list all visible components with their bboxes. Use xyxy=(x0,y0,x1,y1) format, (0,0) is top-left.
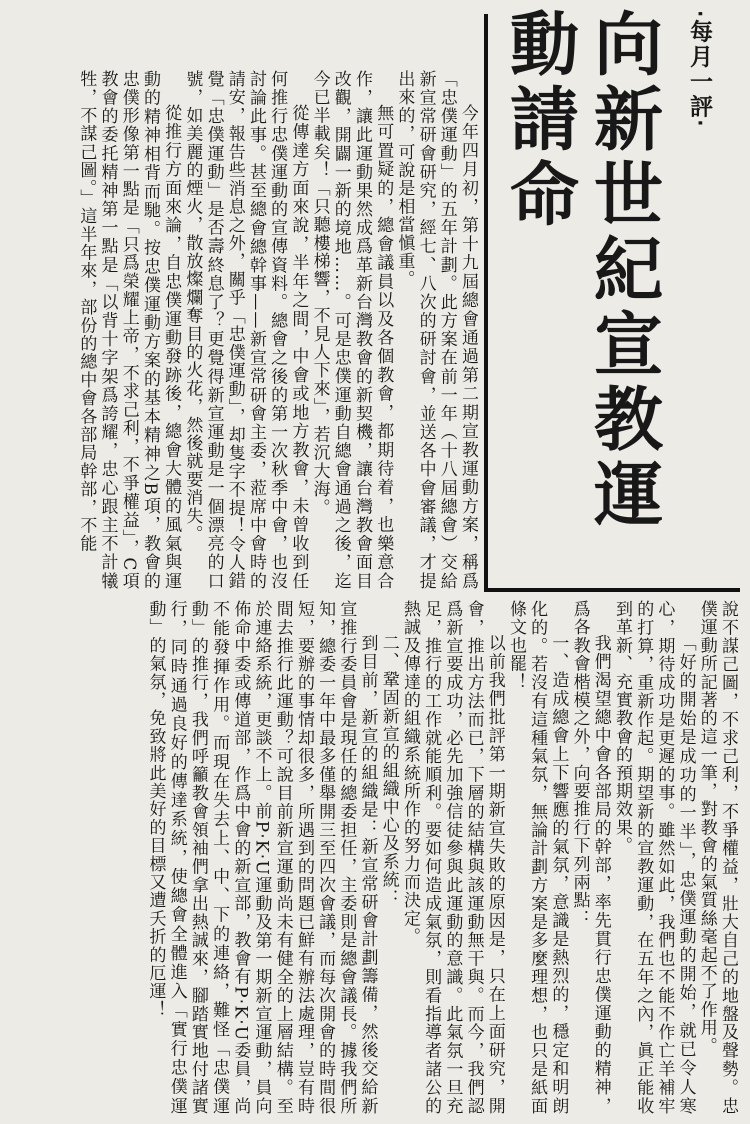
paragraph: 「好的開始是成功的一半」，忠僕運動的開始，就已令人寒心，期待成功是更遲的事。雖然如此，我們也不能不作亡羊補牢的打算，重新作起。期望新的宣教運動，在五年之內，眞正能收到革新、充實教會的預期效果。 xyxy=(611,600,696,1115)
series-label: ‧每月一評‧ xyxy=(686,10,713,129)
paragraph: 到目前，新宣的組織是：新宣常研會計劃籌備，然後交給新宣推行委員會是現任的總委担任，主委則是總會議長。據我們所知，總委一年中最多僅舉開三至四次會議，而每次開會的時間很短，要辦的事情却很多，所遇到的問題已鮮有辦法處理，豈有時間去推行此運動？可說目前新宣運動尚未有健全的上層結構。至於連絡系統，更談不上。前P‧K‧U運動及第一期新宣運動，員向佈命中委或傳道部，作爲中會的新宣部，教會有P‧K‧U委員，尚不能發揮作用。而現在失去上、中、下的連絡，難怪「忠僕運動」的推行，我們呼籲教會領袖們拿出熱誠來，腳踏實地付諸實行，同時通過良好的傳達系統，使總會全體進入「實行忠僕運動」的氣氛，免致將此美好的目標又遭夭折的厄運！ xyxy=(145,600,378,1115)
article-title: 向新世紀宣教運動請命 xyxy=(498,8,662,533)
paragraph: 從傳達方面來說，半年之間，中會或地方教會，未曾收到任何推行忠僕運動的宣傳資料。總會之後的第一次秋季中會，也沒討論此事。甚至總會總幹事——新宣常研會主委，蒞席中會時的請安，報告些消息之外，關乎「忠僕運動」，却隻字不提！令人錯覺「忠僕運動」是否壽終息了？更覺得新宣運動是一個漂亮的口號，如美麗的煙火，散放燦爛奪目的火花，然後就要消失。 xyxy=(182,70,309,590)
title-rule-vertical xyxy=(484,14,488,588)
paragraph: 今年四月初，第十九屆總會通過第二期宣教運動方案，稱爲「忠僕運動」的五年計劃。此方案在前一年（十八屆總會）交給新宣常研會研究，經七、八次的研討會，並送各中會審議，才提出來的，可說是相當愼重。 xyxy=(394,70,478,590)
title-rule-horizontal xyxy=(484,588,740,592)
article-body-upper xyxy=(8,70,478,590)
paragraph: 無可置疑的，總會議員以及各個教會，都期待着，也樂意合作，讓此運動果然成爲革新台灣教會的新契機，讓台灣教會面目改觀，開闢一新的境地……。可是忠僕運動自總會通過之後，迄今已半載矣！「只聽樓梯響，不見人下來」，若沉大海。 xyxy=(309,70,394,590)
paragraph: 說不謀己圖，不求己利，不爭權益，壯大自己的地盤及聲勢。忠僕運動所記著的這一筆，對教會的氣質絲毫起不了作用。 xyxy=(696,600,738,1115)
paragraph: 以前我們批評第一期新宣失敗的原因是，只在上面研究，開會，推出方法而已，下層的結構與該運動無干與。而今，我們認爲新宣要成功，必先加強信徒參與此運動的意識。此氣氛一旦充足，推行的工作就能順利。要如何造成氣氛，則看指導者諸公的熱誠及傳達的組織系統所作的努力而決定。 xyxy=(399,600,505,1115)
paragraph: 我們渴望總中會各部局的幹部，率先貫行忠僕運動的精神，爲各教會楷模之外，向要推行下列兩點： xyxy=(569,600,611,1115)
article-body-lower xyxy=(8,600,738,1115)
paragraph: 從推行方面來論，自忠僕運動發跡後，總會大體的風氣與運動的精神相背而馳。按忠僕運動方案的基本精神之B項，教會的忠僕形像第一點是「只爲榮耀上帝，不求己利，不爭權益」，C項教會的委托精神第一點是「以背十字架爲誇耀，忠心跟主不計犧牲，不謀己圖。」這半年來，部份的總中會各部局幹部，不能 xyxy=(76,70,182,590)
paragraph: 一、造成總會上下響應的氣氛，意識是熱烈的，穩定和明朗化的。若沒有這種氣氛，無論計劃方案是多麼理想，也只是紙面條文也罷！ xyxy=(505,600,569,1115)
paragraph: 二、鞏固新宣的組織中心及系統： xyxy=(378,634,399,907)
